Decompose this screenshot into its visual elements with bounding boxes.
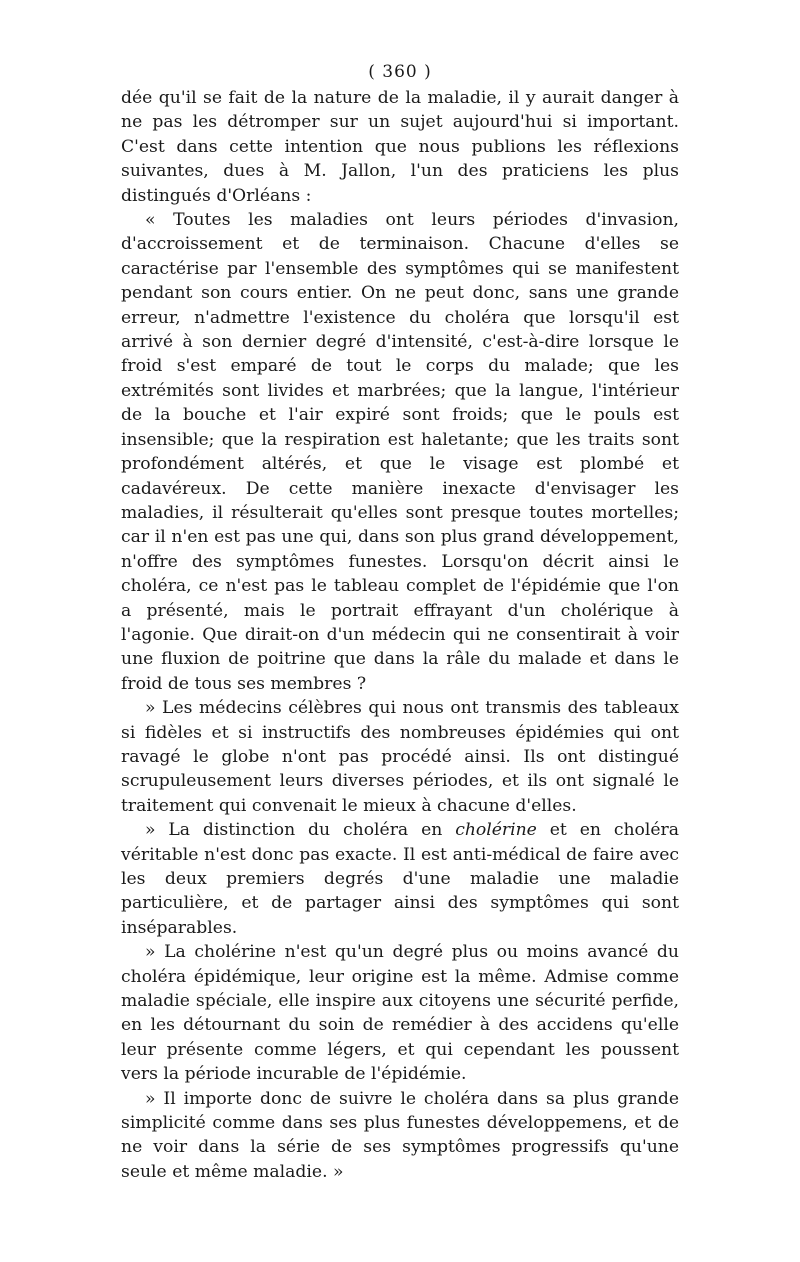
paragraph-cholerine-distinction (121, 818, 679, 940)
paragraph-cholerine-degree: » La cholérine n'est qu'un degré plus ou moins avancé du choléra épidémique, leur origine est la même. Admise comme maladie spéciale, elle inspire aux citoyens une sécurité perfide, en les détournant du soin de remédier à des accidens qu'elle leur présente comme légers, et qui cependant les poussent vers la période incurable de l'épidémie. (121, 942, 679, 1085)
paragraph-text-before: » La distinction du choléra en (145, 820, 456, 841)
emphasized-term: cholérine (455, 820, 537, 841)
book-page (121, 60, 679, 1184)
page-number: ( 360 ) (368, 62, 432, 82)
paragraph-quote-intro: « Toutes les maladies ont leurs périodes d'invasion, d'accroissement et de terminaison. Chacune d'elles se caractérise par l'ensemble des symptômes qui se manifestent pendant son cours entier. On ne peut donc, sans une grande erreur, n'admettre l'existence du choléra que lorsqu'il est arrivé à son dernier degré d'intensité, c'est-à-dire lorsque le froid s'est emparé de tout le corps du malade; que les extrémités sont livides et marbrées; que la langue, l'intérieur de la bouche et l'air expiré sont froids; que le pouls est insensible; que la respiration est haletante; que les traits sont profondément altérés, et que le visage est plombé et cadavéreux. De cette manière inexacte d'envisager les maladies, il résulterait qu'elles sont presque toutes mortelles; car il n'en est pas une qui, dans son plus grand développement, n'offre des symptômes funestes. Lorsqu'on décrit ainsi le choléra, ce n'est pas le tableau complet de l'épidémie que l'on a présenté, mais le portrait effrayant d'un cholérique à l'agonie. Que dirait-on d'un médecin qui ne consentirait à voir une fluxion de poitrine que dans la râle du malade et dans le froid de tous ses membres ? (121, 210, 679, 694)
paragraph-conclusion: » Il importe donc de suivre le choléra dans sa plus grande simplicité comme dans ses plus funestes développemens, et de ne voir dans la série de ses symptômes progressifs qu'une seule et même maladie. » (121, 1088, 679, 1182)
paragraph-text-after: et en choléra véritable n'est donc pas exacte. Il est anti-médical de faire avec les deux premiers degrés d'une maladie une maladie particulière, et de partager ainsi des symptômes qui sont inséparables. (121, 820, 679, 938)
body-text (121, 86, 679, 1184)
paragraph-continuation: dée qu'il se fait de la nature de la maladie, il y aurait danger à ne pas les détromper sur un sujet aujourd'hui si important. C'est dans cette intention que nous publions les réflexions suivantes, dues à M. Jallon, l'un des praticiens les plus distingués d'Orléans : (121, 88, 679, 206)
paragraph-epidemics: » Les médecins célèbres qui nous ont transmis des tableaux si fidèles et si instructifs des nombreuses épidémies qui ont ravagé le globe n'ont pas procédé ainsi. Ils ont distingué scrupuleusement leurs diverses périodes, et ils ont signalé le traitement qui convenait le mieux à chacune d'elles. (121, 698, 679, 816)
